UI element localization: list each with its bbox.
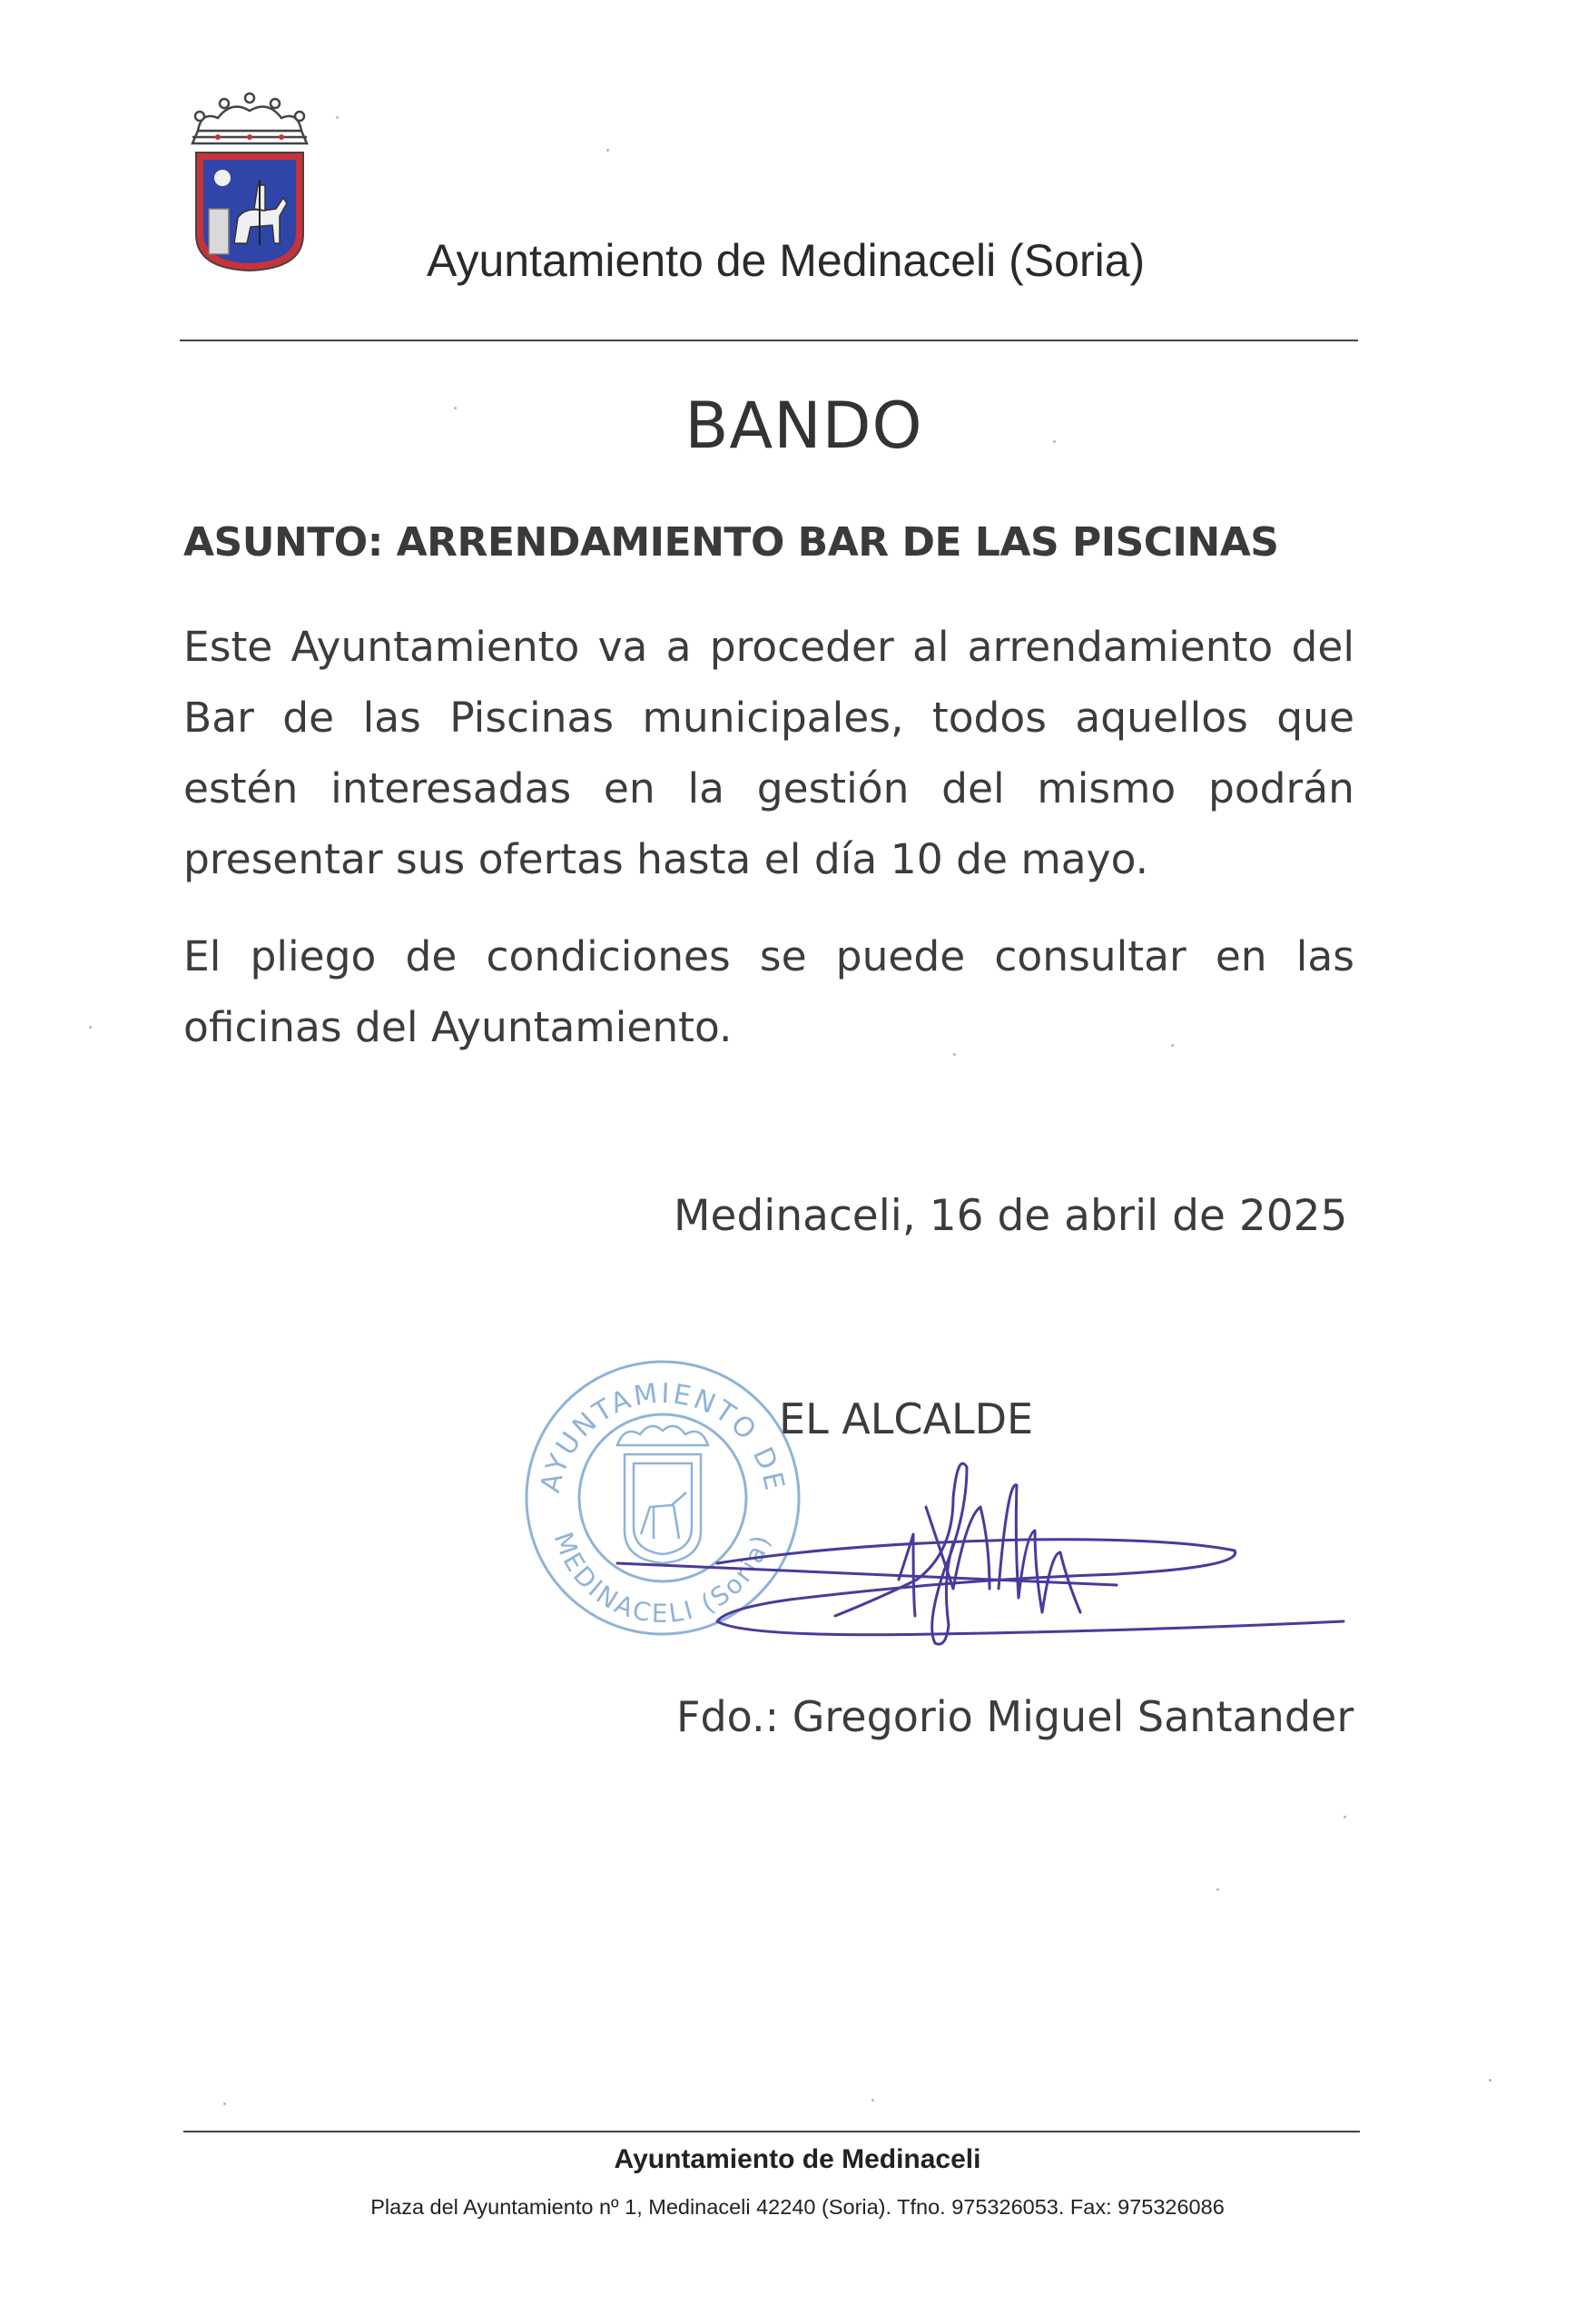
scan-speck bbox=[336, 116, 339, 119]
scan-speck bbox=[454, 407, 457, 409]
handwritten-signature-icon bbox=[608, 1443, 1362, 1661]
stamp-text-bottom: MEDINACELI (Soria) bbox=[547, 1528, 777, 1630]
signatory-title: EL ALCALDE bbox=[779, 1394, 1034, 1443]
subject-line: ASUNTO: ARRENDAMIENTO BAR DE LAS PISCINAS bbox=[183, 519, 1279, 566]
header-divider bbox=[180, 340, 1358, 341]
organization-title: Ayuntamiento de Medinaceli (Soria) bbox=[427, 235, 1146, 286]
place-and-date: Medinaceli, 16 de abril de 2025 bbox=[674, 1191, 1348, 1241]
footer-address: Plaza del Ayuntamiento nº 1, Medinaceli 42240 (Soria). Tfno. 975326053. Fax: 975326086 bbox=[370, 2195, 1225, 2219]
scan-speck bbox=[1053, 440, 1056, 443]
body-paragraph: El pliego de condiciones se puede consultar en las oficinas del Ayuntamiento. bbox=[183, 932, 1354, 1051]
document-title: BANDO bbox=[684, 389, 923, 463]
scan-speck bbox=[223, 2102, 226, 2105]
scan-speck bbox=[89, 1026, 92, 1029]
coat-of-arms-icon bbox=[182, 91, 318, 272]
footer-organization: Ayuntamiento de Medinaceli bbox=[614, 2144, 981, 2174]
stamp-text-top: AYUNTAMIENTO DE bbox=[535, 1377, 791, 1496]
scan-speck bbox=[1216, 1888, 1219, 1891]
footer-divider bbox=[183, 2131, 1360, 2132]
scan-speck bbox=[1344, 1816, 1346, 1818]
body-paragraph: Este Ayuntamiento va a proceder al arrendamiento del Bar de las Piscinas municipales, todos aquellos que estén interesadas en la gestión del mismo podrán presentar sus ofertas hasta el día 10 de mayo. bbox=[183, 623, 1354, 883]
scan-speck bbox=[1171, 1044, 1174, 1047]
scan-speck bbox=[1489, 2079, 1492, 2082]
signed-by: Fdo.: Gregorio Miguel Santander bbox=[676, 1692, 1354, 1741]
scan-speck bbox=[871, 2099, 874, 2102]
scan-speck bbox=[606, 149, 609, 152]
scan-speck bbox=[953, 1053, 956, 1056]
